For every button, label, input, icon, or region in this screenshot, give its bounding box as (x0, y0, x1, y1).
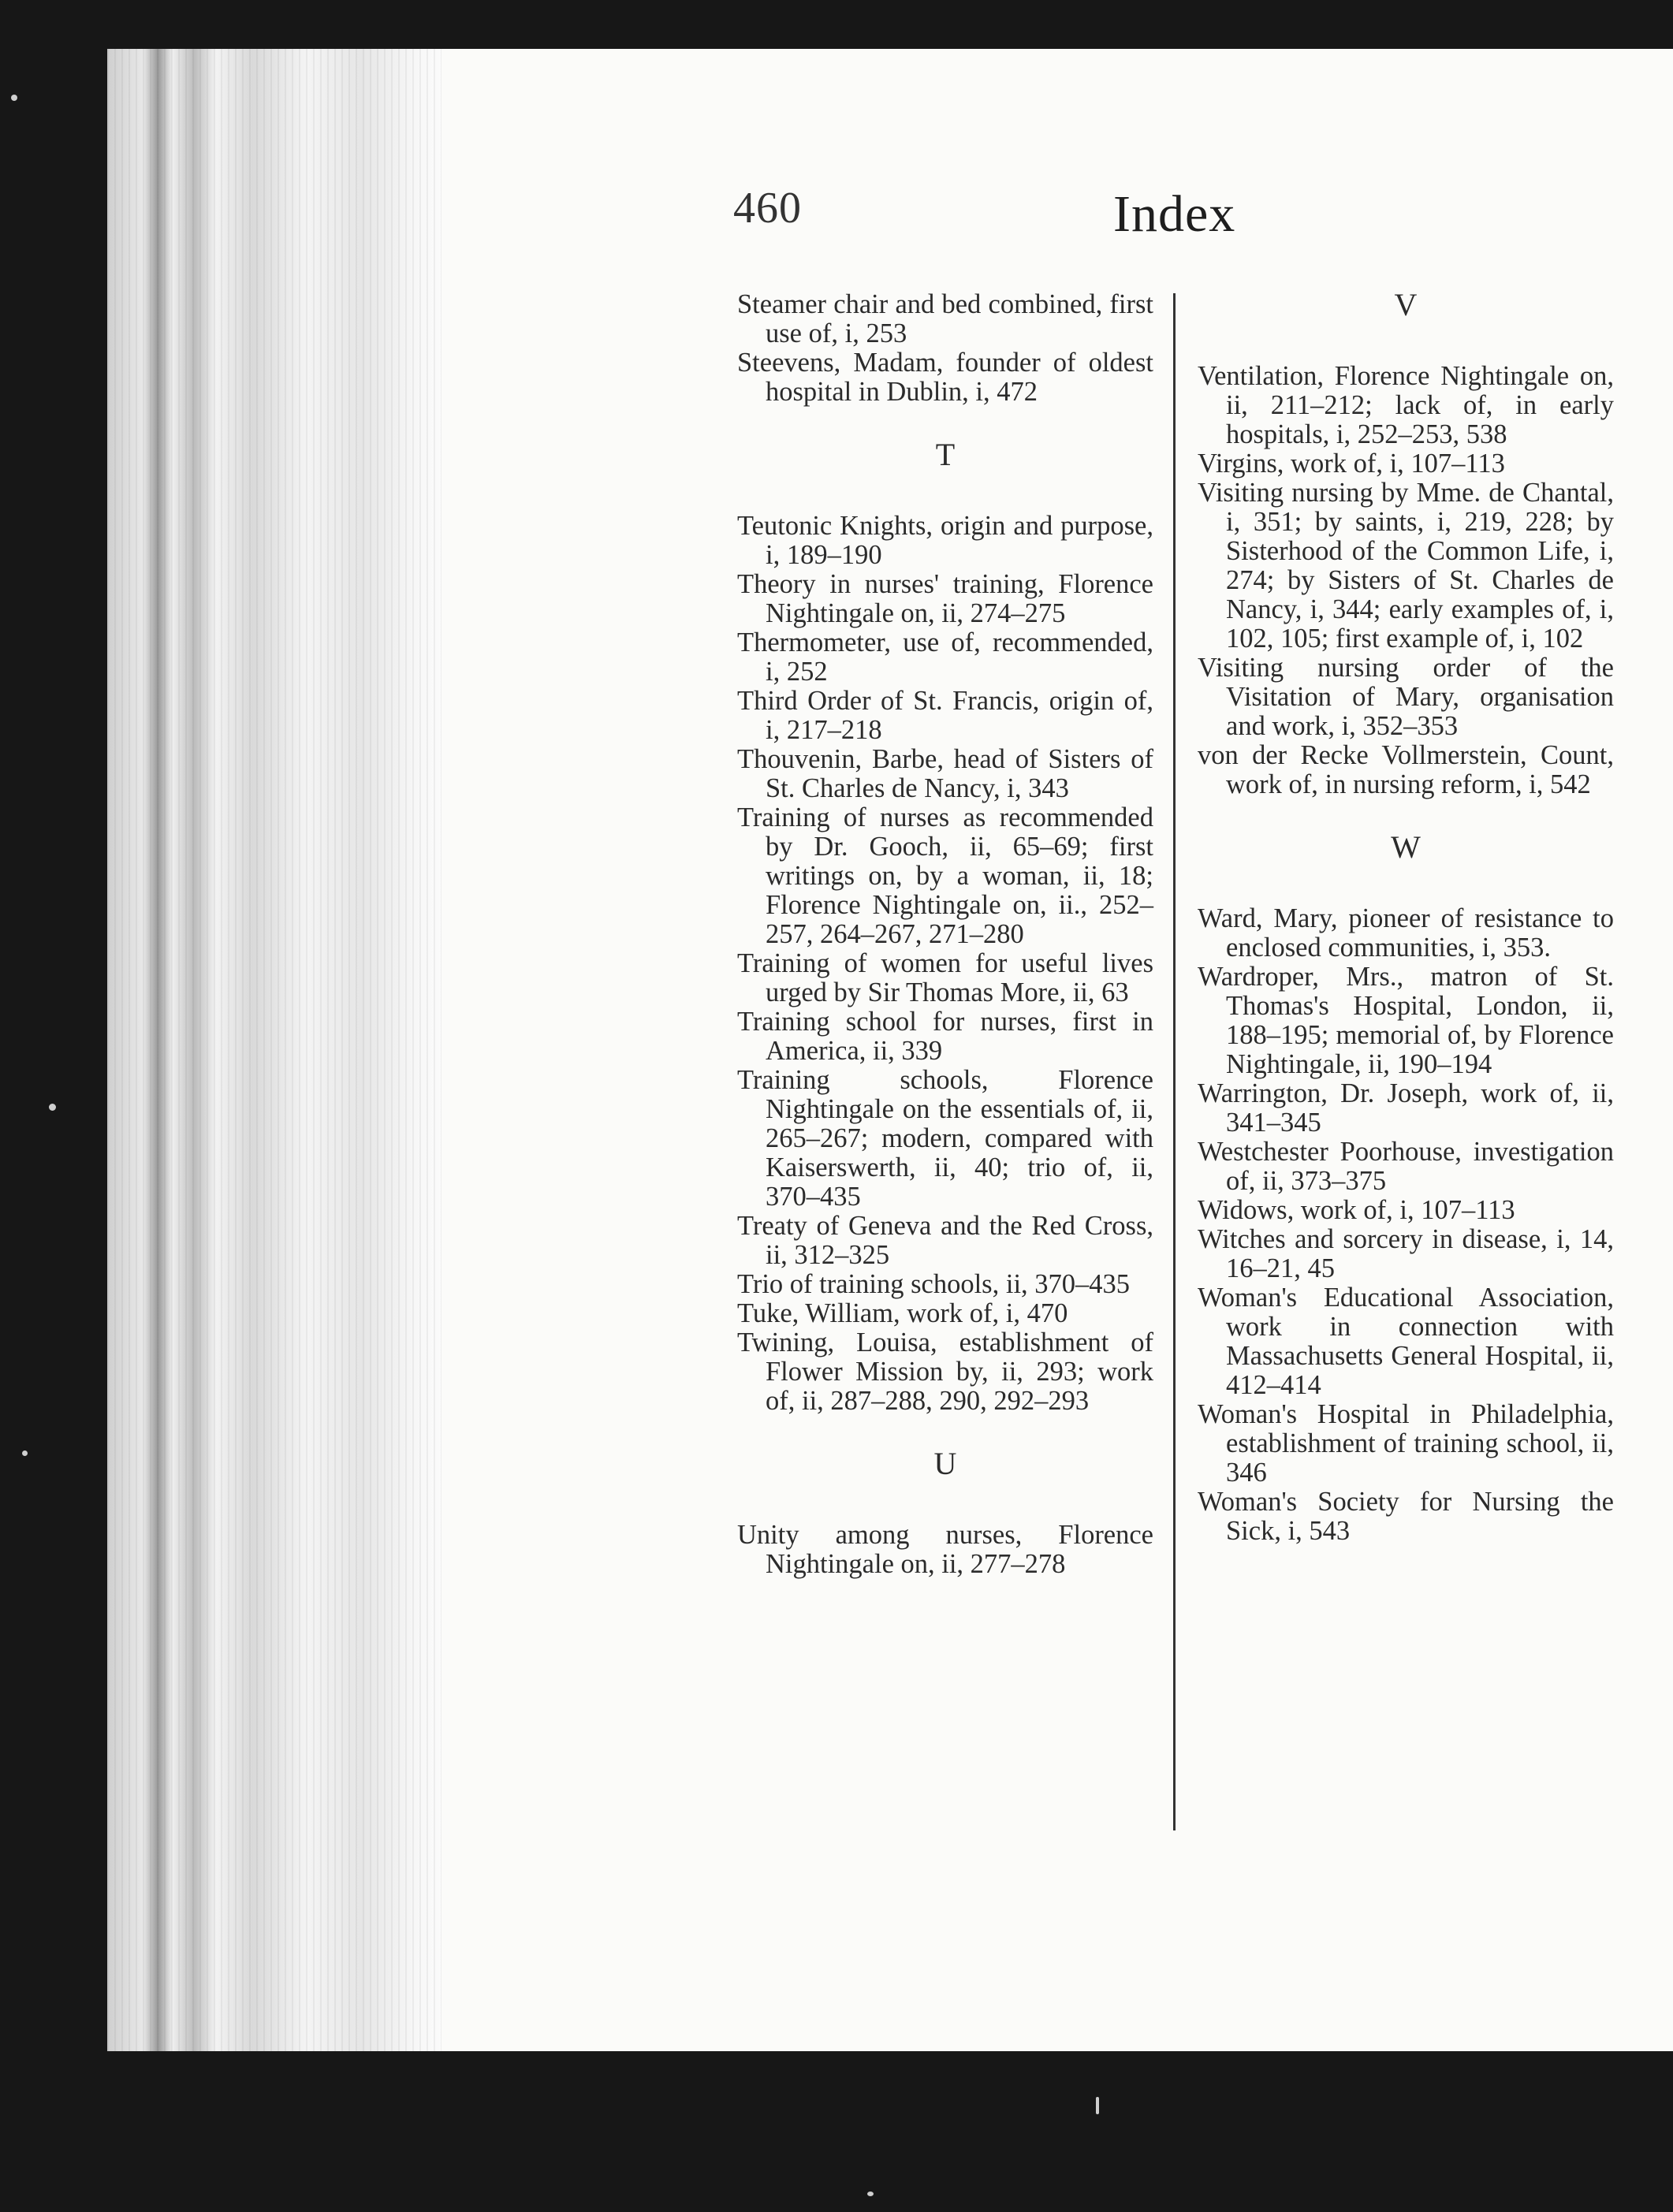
index-entry: Tuke, William, work of, i, 470 (737, 1298, 1068, 1328)
index-entry: Widows, work of, i, 107–113 (1198, 1195, 1515, 1225)
index-entry: Training schools, Florence Nightingale on the essentials of, ii, 265–267; modern, compared with Kaiserswerth, ii, 40; trio of, ii, 370–435 (737, 1065, 1153, 1212)
index-entry: Trio of training schools, ii, 370–435 (737, 1269, 1131, 1299)
index-entry: von der Recke Vollmerstein, Count, work of, in nursing reform, i, 542 (1198, 740, 1614, 799)
dust-speck (49, 1104, 56, 1111)
index-entry: Witches and sorcery in disease, i, 14, 16–21, 45 (1198, 1224, 1614, 1283)
index-entry: Training of nurses as recommended by Dr. Gooch, ii, 65–69; first writings on, by a woman, ii, 18; Florence Nightingale on, ii., 252–257, 264–267, 271–280 (737, 803, 1153, 949)
index-entry: Westchester Poorhouse, investigation of, ii, 373–375 (1198, 1137, 1614, 1196)
section-letter-v: V (1394, 287, 1418, 322)
index-entry: Thouvenin, Barbe, head of Sisters of St. Charles de Nancy, i, 343 (737, 744, 1153, 803)
index-entry: Ventilation, Florence Nightingale on, ii, 211–212; lack of, in early hospitals, i, 252–253, 538 (1198, 361, 1614, 449)
index-entry: Treaty of Geneva and the Red Cross, ii, 312–325 (737, 1211, 1153, 1270)
book-page-edges (107, 49, 470, 2051)
index-entry: Warrington, Dr. Joseph, work of, ii, 341–345 (1198, 1078, 1614, 1138)
dust-speck (867, 2192, 874, 2196)
index-entry: Unity among nurses, Florence Nightingale on, ii, 277–278 (737, 1520, 1153, 1579)
index-entry: Thermometer, use of, recommended, i, 252 (737, 627, 1153, 687)
column-divider (1173, 293, 1176, 1830)
index-column-left (737, 290, 1153, 1579)
index-entry: Third Order of St. Francis, origin of, i, 217–218 (737, 686, 1153, 745)
index-entry: Virgins, work of, i, 107–113 (1198, 449, 1505, 479)
page-number: 460 (733, 184, 802, 233)
section-letter-t: T (935, 437, 956, 472)
index-entry: Visiting nursing by Mme. de Chantal, i, 351; by saints, i, 219, 228; by Sisterhood of the Common Life, i, 274; by Sisters of St. Charles de Nancy, i, 344; early examples of, i, 102, 105; first example of, i, 102 (1198, 478, 1614, 654)
index-entry: Twining, Louisa, establishment of Flower Mission by, ii, 293; work of, ii, 287–288, 290, 292–293 (737, 1328, 1153, 1416)
index-entry: Teutonic Knights, origin and purpose, i, 189–190 (737, 511, 1153, 570)
index-entry: Steevens, Madam, founder of oldest hospital in Dublin, i, 472 (737, 348, 1153, 407)
page-title: Index (1113, 185, 1236, 243)
index-column-right (1198, 287, 1614, 1546)
page-edge-lines (107, 49, 470, 2051)
index-entry: Visiting nursing order of the Visitation of Mary, organisation and work, i, 352–353 (1198, 653, 1614, 741)
dust-speck (22, 1450, 28, 1456)
index-entry: Woman's Hospital in Philadelphia, establishment of training school, ii, 346 (1198, 1399, 1614, 1488)
section-letter-u: U (933, 1446, 957, 1481)
index-entry: Woman's Educational Association, work in connection with Massachusetts General Hospital, ii, 412–414 (1198, 1283, 1614, 1400)
index-entry: Wardroper, Mrs., matron of St. Thomas's Hospital, London, ii, 188–195; memorial of, by Florence Nightingale, ii, 190–194 (1198, 962, 1614, 1079)
index-entry: Woman's Society for Nursing the Sick, i, 543 (1198, 1487, 1614, 1546)
index-entry: Steamer chair and bed combined, first use of, i, 253 (737, 289, 1153, 348)
section-letter-w: W (1391, 829, 1421, 865)
index-entry: Training of women for useful lives urged by Sir Thomas More, ii, 63 (737, 948, 1153, 1007)
index-entry: Theory in nurses' training, Florence Nightingale on, ii, 274–275 (737, 569, 1153, 628)
dust-speck (11, 95, 17, 101)
index-entry: Training school for nurses, first in America, ii, 339 (737, 1007, 1153, 1066)
index-entry: Ward, Mary, pioneer of resistance to enclosed communities, i, 353. (1198, 903, 1614, 963)
dust-speck (1096, 2097, 1099, 2114)
